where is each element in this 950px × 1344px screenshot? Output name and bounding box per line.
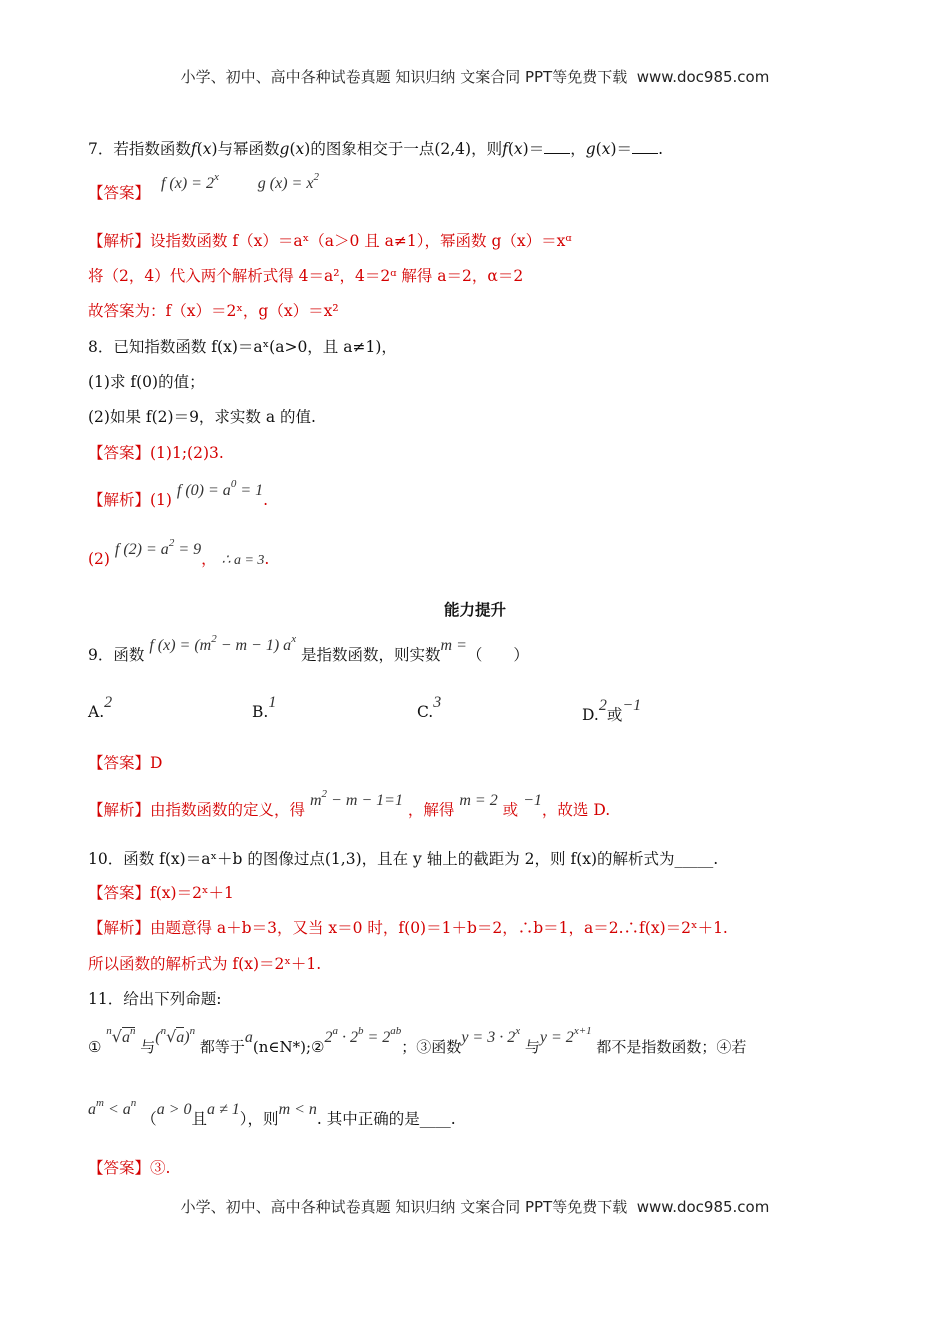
page-footer	[0, 1196, 950, 1217]
q11-circle1: ①	[88, 1038, 102, 1056]
q11-semi: ；③函数	[401, 1038, 462, 1056]
q11-rparen: ），则	[239, 1110, 279, 1128]
q9-option-a-value: 2	[104, 694, 113, 711]
q11-a: a	[244, 1029, 253, 1046]
q9-option-d-value2: −1	[622, 697, 642, 714]
q9-analysis-a: 【解析】由指数函数的定义，得	[88, 801, 306, 819]
q9-analysis-m2: m = 2	[459, 792, 498, 809]
q7-analysis-line1: 【解析】设指数函数 f（x）＝aˣ（a＞0 且 a≠1），幂函数 g（x）＝xᵅ	[88, 232, 572, 250]
q7-text-e: ，	[570, 140, 586, 158]
q11-y1: $y = 3 \cdot 2^x$	[461, 1025, 521, 1046]
q9-question	[88, 633, 870, 668]
q11-lparen: （	[141, 1110, 157, 1128]
q9-option-d-label: D.	[582, 706, 599, 724]
q8-analysis-1	[88, 478, 870, 513]
section-title: 能力提升	[443, 601, 506, 619]
q9-analysis-d: −1	[523, 792, 542, 809]
q8-part1: (1)求 f(0)的值；	[88, 373, 205, 391]
q11-statement4	[88, 1097, 870, 1132]
q11-with: 与	[140, 1038, 156, 1056]
q8-analysis-2	[88, 537, 870, 572]
q11-power-formula: $2^a \cdot 2^b = 2^{ab}$	[324, 1025, 402, 1046]
q7-analysis-line2: 将（2，4）代入两个解析式得 4＝a²，4＝2ᵅ 解得 a＝2，α＝2	[88, 267, 524, 285]
q11-answer: 【答案】③.	[88, 1159, 171, 1177]
q8-analysis-tag: 【解析】(1)	[88, 491, 172, 509]
q7-answer-f-formula: f $(x) = 2^x$	[160, 171, 219, 192]
q8-formula-f2: f $(2) = a^2 = 9$	[114, 537, 202, 558]
q11-y2: $y = 2^{x+1}$	[539, 1025, 592, 1046]
q9-option-c-label: C.	[417, 703, 434, 721]
q7-text-a: 7．若指数函数	[88, 140, 191, 158]
q7-text-b: 与幂函数	[217, 140, 280, 158]
q8-part2-sep: ，	[201, 550, 217, 568]
q8-question: 8．已知指数函数 f(x)＝aˣ(a>0，且 a≠1)，	[88, 338, 397, 356]
q7-text-g: .	[658, 140, 663, 158]
q9-text-a: 9．函数	[88, 646, 145, 664]
q7-answer-g-formula: g $(x) = x^2$	[257, 171, 319, 192]
q11-and2: 且	[191, 1110, 208, 1128]
q7-text-c: 的图象相交于一点(2,4)，则	[310, 140, 503, 158]
q9-option-d[interactable]	[582, 697, 642, 725]
q7-answer-tag: 【答案】	[88, 184, 151, 202]
q9-text-c: （ ）	[466, 646, 529, 664]
q11-ineq: $a^m < a^n$	[88, 1097, 137, 1118]
q9-analysis-c: 或	[502, 801, 519, 819]
q7-text-f: ＝	[616, 140, 633, 158]
q11-equal: 都等于	[199, 1038, 245, 1056]
q9-option-d-or: 或	[606, 706, 623, 724]
page-header	[0, 66, 950, 87]
q9-analysis-e: ，故选 D.	[541, 801, 611, 819]
q7-text-d: ＝	[528, 140, 545, 158]
q8-part2-end: .	[264, 550, 270, 568]
q11-nset: (n∈N*);②	[252, 1038, 325, 1056]
q11-root-b: $(^n√a)^n$	[155, 1025, 196, 1046]
q8-answer: 【答案】(1)1;(2)3.	[88, 444, 224, 462]
q11-root-a: $^n√a^n$	[106, 1025, 136, 1046]
q8-formula-f0: f $(0) = a^0 = 1$	[176, 478, 264, 499]
q7-blank-1	[544, 138, 570, 154]
q9-option-a[interactable]	[88, 694, 113, 722]
footer-site-text: 小学、初中、高中各种试卷真题 知识归纳 文案合同 PPT等免费下载	[180, 1198, 628, 1216]
q9-option-d-value1: 2	[598, 697, 607, 714]
q9-text-b: 是指数函数，则实数	[301, 646, 441, 664]
q8-part2: (2)如果 f(2)＝9，求实数 a 的值.	[88, 408, 316, 426]
q11-notexp: 都不是指数函数；④若	[596, 1038, 747, 1056]
q9-answer: 【答案】D	[88, 754, 163, 772]
q9-m-eq: m =	[440, 637, 467, 654]
q11-question: 11．给出下列命题:	[88, 990, 222, 1008]
q8-formula-a3: ∴ a = 3	[221, 553, 265, 568]
q9-analysis-b: ，解得	[407, 801, 455, 819]
q11-conclusion: m < n	[278, 1101, 317, 1118]
q9-option-b[interactable]	[252, 694, 277, 722]
q7-analysis-line3: 故答案为：f（x）＝2ˣ，g（x）＝x²	[88, 302, 339, 320]
q9-analysis-formula: $m^2 - m - 1=1$	[309, 788, 403, 809]
q11-tail: . 其中正确的是____.	[316, 1110, 456, 1128]
q9-formula: f $(x) = (m^2 - m - 1)$ $a^x$	[149, 633, 297, 654]
q11-cond2: a ≠ 1	[207, 1101, 240, 1118]
q9-option-c-value: 3	[433, 694, 442, 711]
q10-question: 10．函数 f(x)＝aˣ＋b 的图像过点(1,3)，且在 y 轴上的截距为 2，则 f(x)的解析式为_____.	[88, 850, 719, 868]
q7-answer	[88, 171, 870, 206]
q9-option-b-label: B.	[252, 703, 269, 721]
q8-analysis-end: .	[263, 491, 269, 509]
q10-analysis-line1: 【解析】由题意得 a＋b＝3，又当 x＝0 时，f(0)＝1＋b＝2，∴b＝1，a＝2.∴f(x)＝2ˣ＋1.	[88, 919, 728, 937]
q10-answer: 【答案】f(x)＝2ˣ＋1	[88, 884, 234, 902]
q11-statements	[88, 1025, 870, 1060]
q9-option-c[interactable]	[417, 694, 442, 722]
q9-option-a-label: A.	[88, 703, 105, 721]
q11-cond1: a > 0	[156, 1101, 192, 1118]
q7-question: 7．若指数函数f(x)与幂函数g(x)的图象相交于一点(2,4)，则f(x)＝ ，g(x)＝ .	[88, 140, 663, 158]
header-url[interactable]: www.doc985.com	[636, 68, 770, 86]
q9-analysis	[88, 788, 870, 823]
q8-part2-tag: (2)	[88, 550, 110, 568]
header-site-text: 小学、初中、高中各种试卷真题 知识归纳 文案合同 PPT等免费下载	[180, 68, 628, 86]
q7-blank-2	[632, 138, 658, 154]
q9-option-b-value: 1	[268, 694, 277, 711]
q11-and: 与	[524, 1038, 540, 1056]
footer-url[interactable]: www.doc985.com	[636, 1198, 770, 1216]
q10-analysis-line2: 所以函数的解析式为 f(x)＝2ˣ＋1.	[88, 955, 322, 973]
